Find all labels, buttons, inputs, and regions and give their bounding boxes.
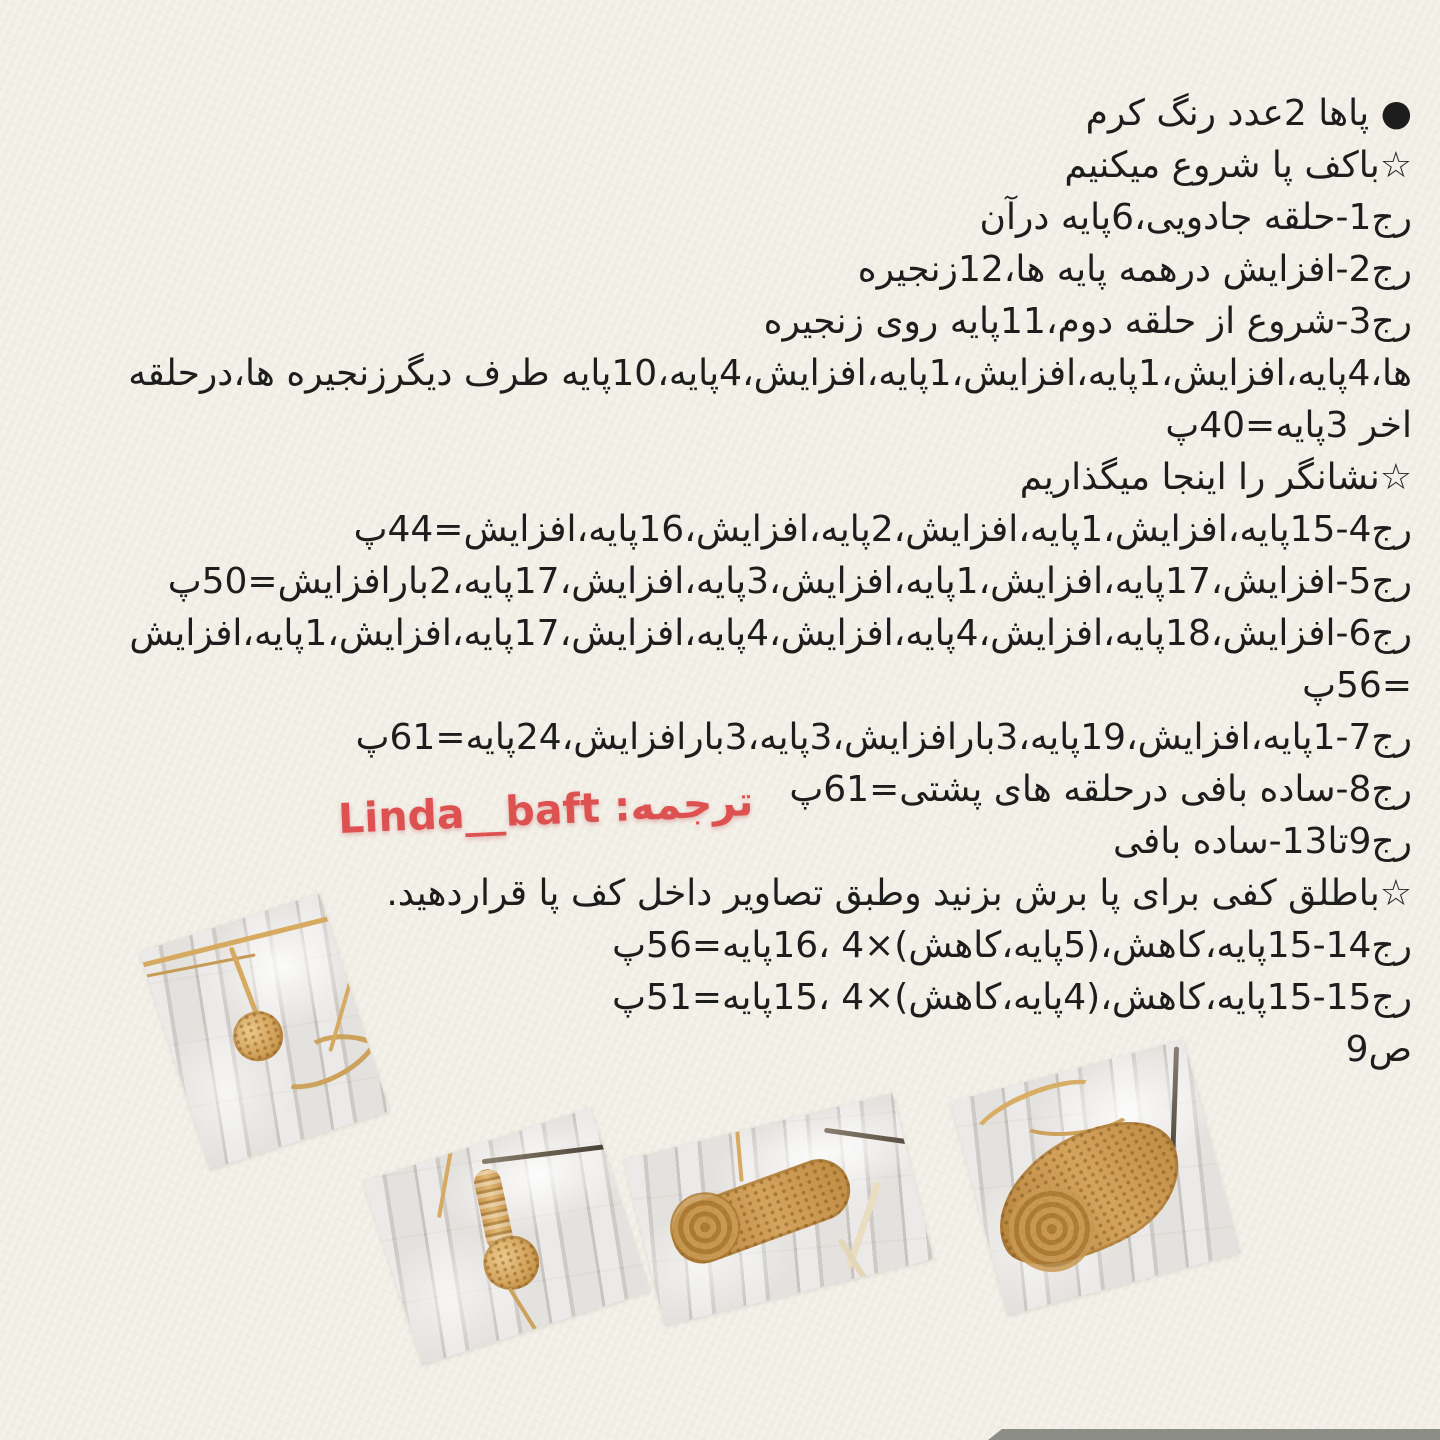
step-photo-2	[363, 1108, 650, 1365]
pattern-line: رج1-حلقه جادویی،6پایه درآن	[979, 197, 1412, 238]
step-photo-4	[951, 1040, 1241, 1316]
pattern-line: اخر 3پایه=40پ	[1165, 405, 1412, 446]
pattern-line: ☆باطلق کفی برای پا برش بزنید وطبق تصاویر داخل کف پا قراردهید.	[386, 873, 1412, 914]
pattern-line: رج2-افزایش درهمه پایه ها،12زنجیره	[857, 249, 1412, 290]
pattern-line: ☆باکف پا شروع میکنیم	[1064, 145, 1412, 186]
bottom-edge-bar	[988, 1429, 1440, 1440]
pattern-line: ☆نشانگر را اینجا میگذاریم	[1019, 457, 1412, 498]
translator-watermark: ترجمه: Linda__baft	[337, 776, 755, 844]
pattern-line: رج7-‏1پایه،افزایش،19پایه،3بارافزایش،3پایه،3بارافزایش،24پایه=61پ	[355, 717, 1412, 758]
pattern-line: رج5-افزایش،17پایه،افزایش،1پایه،افزایش،3پایه،افزایش،17پایه،2بارافزایش=50پ	[167, 561, 1412, 602]
pattern-line: ص9	[1345, 1029, 1412, 1070]
pattern-line: ها،4پایه،افزایش،1پایه،افزایش،1پایه،افزایش،4پایه،10پایه طرف دیگرزنجیره ها،درحلقه	[128, 353, 1412, 394]
pattern-line: رج15-‏15پایه،کاهش،(4پایه،کاهش)×4 ،15پایه=51پ	[612, 977, 1412, 1018]
pattern-line: رج8-ساده بافی درحلقه های پشتی=61پ	[789, 769, 1412, 810]
pattern-line: رج14-‏15پایه،کاهش،(5پایه،کاهش)×4 ،16پایه=56پ	[612, 925, 1412, 966]
pattern-line: رج4-‏15پایه،افزایش،1پایه،افزایش،2پایه،افزایش،16پایه،افزایش=44پ	[353, 509, 1412, 550]
pattern-line: رج6-افزایش،18پایه،افزایش،4پایه،افزایش،4پایه،افزایش،17پایه،افزایش،1پایه،افزایش	[129, 613, 1412, 654]
pattern-line: رج3-شروع از حلقه دوم،11پایه روی زنجیره	[763, 301, 1412, 342]
pattern-line: رج9تا13-ساده بافی	[1112, 821, 1412, 862]
pattern-line: ● پاها 2عدد رنگ کرم	[1085, 93, 1412, 134]
pattern-line: =56پ	[1302, 665, 1412, 706]
step-photo-3	[623, 1093, 933, 1326]
